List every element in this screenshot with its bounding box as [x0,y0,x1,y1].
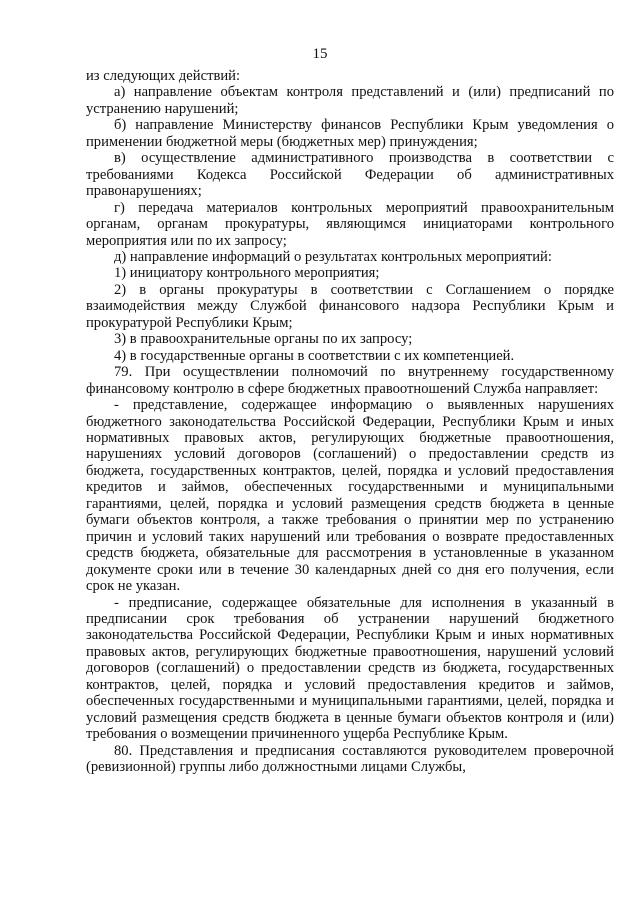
paragraph: 2) в органы прокуратуры в соответствии с Соглашением о порядке взаимодействия между Службой финансового надзора Республики Крым и прокуратурой Республики Крым; [86,281,614,331]
paragraph: б) направление Министерству финансов Республики Крым уведомления о применении бюджетной меры (бюджетных мер) принуждения; [86,117,614,150]
paragraph: а) направление объектам контроля представлений и (или) предписаний по устранению нарушений; [86,84,614,117]
paragraph: 4) в государственные органы в соответствии с их компетенцией. [114,347,515,364]
paragraph: - предписание, содержащее обязательные для исполнения в указанный в предписании срок требования об устранении нарушений бюджетного законодательства Российской Федерации, Республики Крым и иных нормативных правовых актов, регулирующих бюджетные правоотношения, нарушений условий договоров (соглашений) о предоставлении средств из бюджета, государственных контрактов, целей, порядка и условий предоставления кредитов и займов, обеспеченных государственными и муниципальными гарантиями, целей, порядка и условий размещения средств бюджета в ценные бумаги объектов контроля и (или) требования о возмещении причиненного ущерба Республике Крым. [86,594,614,743]
paragraph: 79. При осуществлении полномочий по внутреннему государственному финансовому контролю в сфере бюджетных правоотношений Служба направляет: [86,364,614,397]
paragraph: - представление, содержащее информацию о выявленных нарушениях бюджетного законодательства Российской Федерации, Республики Крым и иных нормативных правовых актов, регулирующих бюджетные правоотношения, нарушениях условий договоров (соглашений) о предоставлении средств из бюджета, государственных контрактов, целей, порядка и условий предоставления кредитов и займов, обеспеченных государственными и муниципальными гарантиями, целей, порядка и условий размещения средств бюджета в ценные бумаги объектов контроля, а также требования о принятии мер по устранению причин и условий таких нарушений или требования о возврате предоставленных средств бюджета, обязательные для рассмотрения в установленные в указанном документе сроки или в течение 30 календарных дней со дня его получения, если срок не указан. [86,397,614,595]
document-body [86,68,614,775]
paragraph: 1) инициатору контрольного мероприятия; [114,265,380,282]
page-number: 15 [312,46,328,62]
paragraph: г) передача материалов контрольных мероприятий правоохранительным органам, органам прокуратуры, являющимся инициаторами контрольного мероприятия или по их запросу; [86,199,614,249]
paragraph: из следующих действий: [86,68,241,84]
paragraph: д) направление информаций о результатах контрольных мероприятий: [114,248,552,265]
paragraph: 80. Представления и предписания составляются руководителем проверочной (ревизионной) группы либо должностными лицами Службы, [86,742,614,776]
paragraph: 3) в правоохранительные органы по их запросу; [114,331,413,348]
paragraph: в) осуществление административного производства в соответствии с требованиями Кодекса Российской Федерации об административных правонарушениях; [86,150,614,200]
